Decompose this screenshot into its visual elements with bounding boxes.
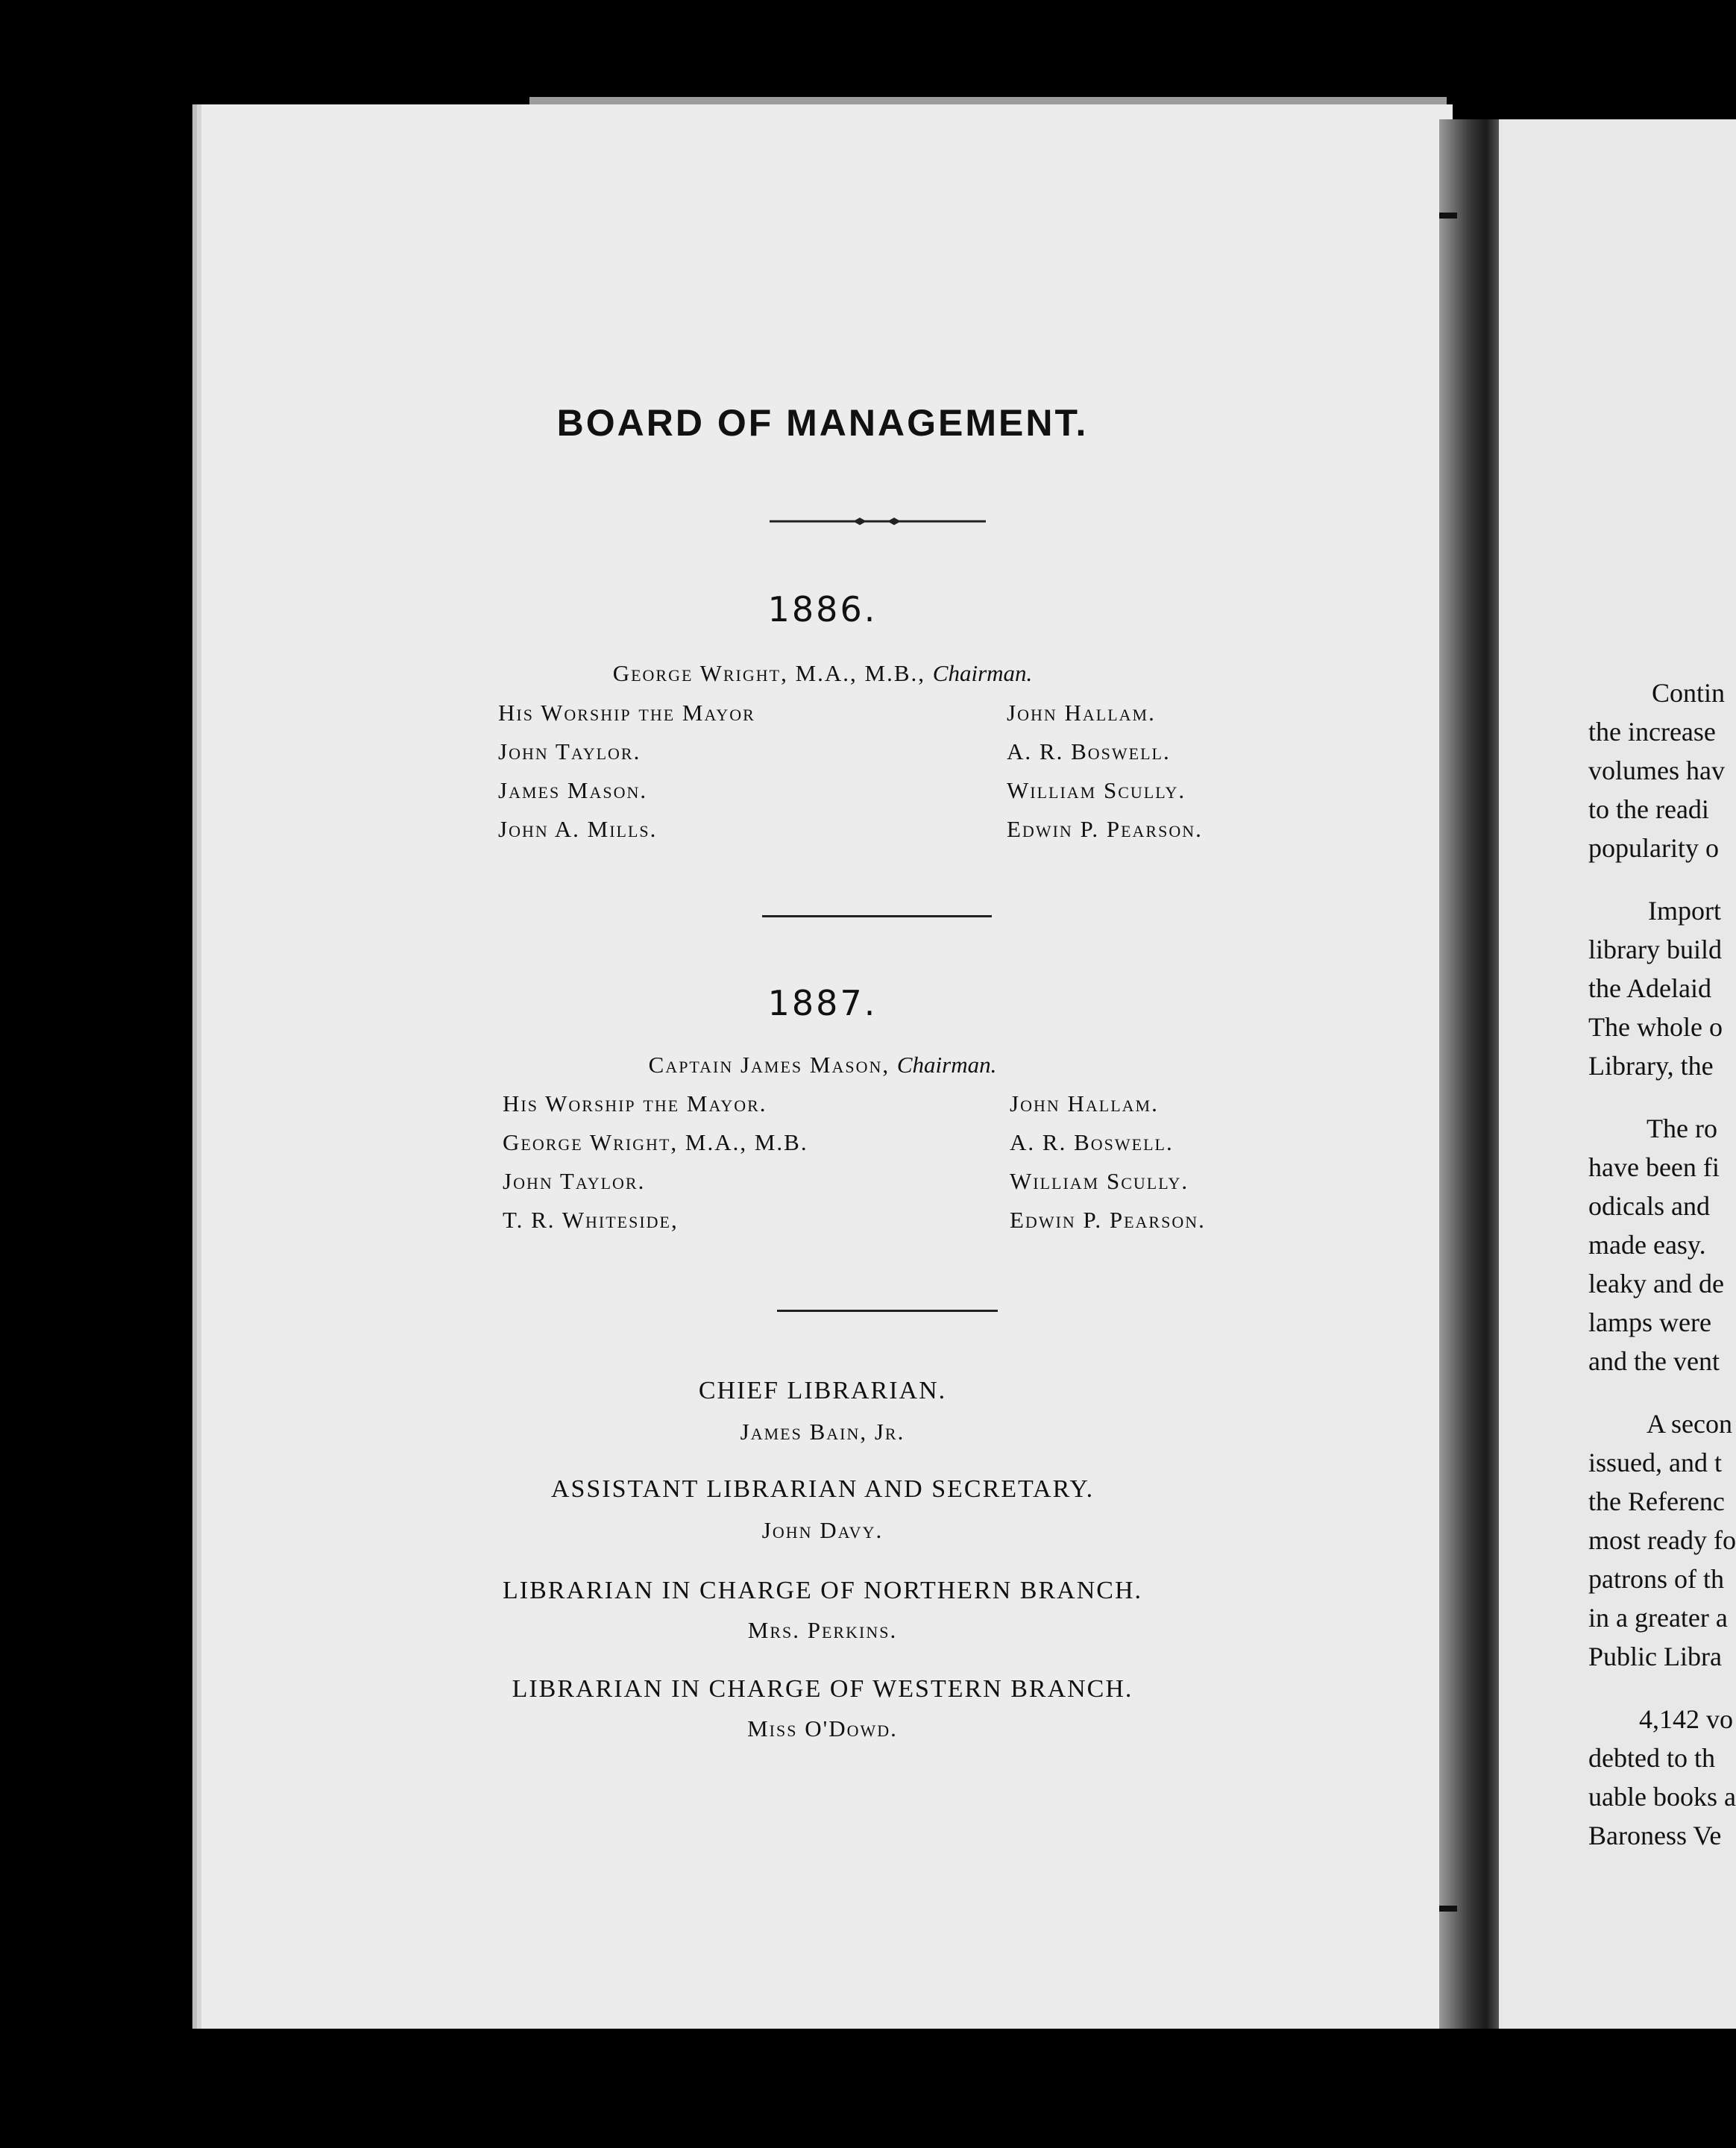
facing-line: Public Libra <box>1588 1642 1722 1671</box>
facing-line: leaky and de <box>1588 1269 1724 1298</box>
staff-name: Miss O'Dowd. <box>747 1715 898 1742</box>
facing-line: library build <box>1588 935 1722 964</box>
chairman-role: Chairman. <box>896 1052 997 1078</box>
staff-title: LIBRARIAN IN CHARGE OF NORTHERN BRANCH. <box>503 1577 1142 1604</box>
section-divider <box>777 1310 998 1312</box>
facing-line: odicals and <box>1588 1191 1710 1221</box>
page-top-edge <box>529 97 1447 104</box>
member-1887: His Worship the Mayor. <box>503 1090 767 1117</box>
facing-line: The whole o <box>1588 1012 1723 1042</box>
facing-line: Import <box>1648 896 1721 926</box>
facing-line: the increase <box>1588 717 1716 747</box>
member-1887: A. R. Boswell. <box>1010 1129 1174 1155</box>
facing-line: uable books a <box>1588 1782 1736 1812</box>
member-1886: Edwin P. Pearson. <box>1007 816 1203 842</box>
facing-line: Library, the <box>1588 1051 1714 1081</box>
staff-title: ASSISTANT LIBRARIAN AND SECRETARY. <box>550 1475 1095 1503</box>
member-1886: His Worship the Mayor <box>498 700 755 726</box>
chairman-role: Chairman. <box>932 660 1033 686</box>
chairman-1887 <box>192 1052 1453 1078</box>
member-1887: John Hallam. <box>1010 1090 1159 1117</box>
facing-line: volumes hav <box>1588 756 1725 785</box>
page-title: BOARD OF MANAGEMENT. <box>556 402 1089 444</box>
member-1887: William Scully. <box>1010 1168 1189 1194</box>
facing-page <box>1499 119 1736 2029</box>
facing-line: debted to th <box>1588 1743 1715 1773</box>
staff-title: CHIEF LIBRARIAN. <box>698 1377 947 1404</box>
staff-title: LIBRARIAN IN CHARGE OF WESTERN BRANCH. <box>512 1675 1133 1703</box>
ornament-divider <box>770 516 986 527</box>
member-1887: John Taylor. <box>503 1168 646 1194</box>
facing-line: 4,142 vo <box>1639 1704 1733 1734</box>
member-1886: James Mason. <box>498 777 648 803</box>
member-1887: T. R. Whiteside, <box>503 1207 679 1233</box>
spine-mark <box>1439 1906 1457 1912</box>
member-1887: George Wright, M.A., M.B. <box>503 1129 808 1155</box>
member-1886: William Scully. <box>1007 777 1186 803</box>
facing-line: in a greater a <box>1588 1603 1728 1633</box>
facing-line: have been fi <box>1588 1152 1720 1182</box>
facing-line: to the readi <box>1588 794 1709 824</box>
chairman-name: George Wright, M.A., M.B., <box>612 660 926 686</box>
facing-line: patrons of th <box>1588 1564 1724 1594</box>
staff-name: Mrs. Perkins. <box>747 1617 898 1643</box>
spine-mark <box>1439 213 1457 219</box>
member-1886: John Hallam. <box>1007 700 1156 726</box>
facing-line: A secon <box>1647 1409 1732 1439</box>
chairman-name: Captain James Mason, <box>648 1052 890 1078</box>
member-1886: John A. Mills. <box>498 816 658 842</box>
section-divider <box>762 915 992 917</box>
staff-name: James Bain, Jr. <box>740 1419 905 1445</box>
facing-line: Contin <box>1652 678 1726 708</box>
facing-line: Baroness Ve <box>1588 1821 1722 1850</box>
member-1886: A. R. Boswell. <box>1007 738 1171 764</box>
facing-line: The ro <box>1647 1114 1717 1143</box>
staff-name: John Davy. <box>761 1517 884 1543</box>
member-1886: John Taylor. <box>498 738 641 764</box>
facing-line: made easy. <box>1588 1230 1706 1260</box>
facing-line: popularity o <box>1588 833 1719 863</box>
facing-line: the Adelaid <box>1588 973 1711 1003</box>
year-1886: 1886. <box>767 589 878 629</box>
facing-line: lamps were <box>1588 1307 1711 1337</box>
facing-line: the Referenc <box>1588 1486 1725 1516</box>
member-1887: Edwin P. Pearson. <box>1010 1207 1206 1233</box>
year-1887: 1887. <box>767 983 878 1023</box>
facing-line: and the vent <box>1588 1346 1720 1376</box>
facing-line: most ready fo <box>1588 1525 1736 1555</box>
facing-line: issued, and t <box>1588 1448 1722 1477</box>
chairman-1886 <box>192 660 1453 687</box>
